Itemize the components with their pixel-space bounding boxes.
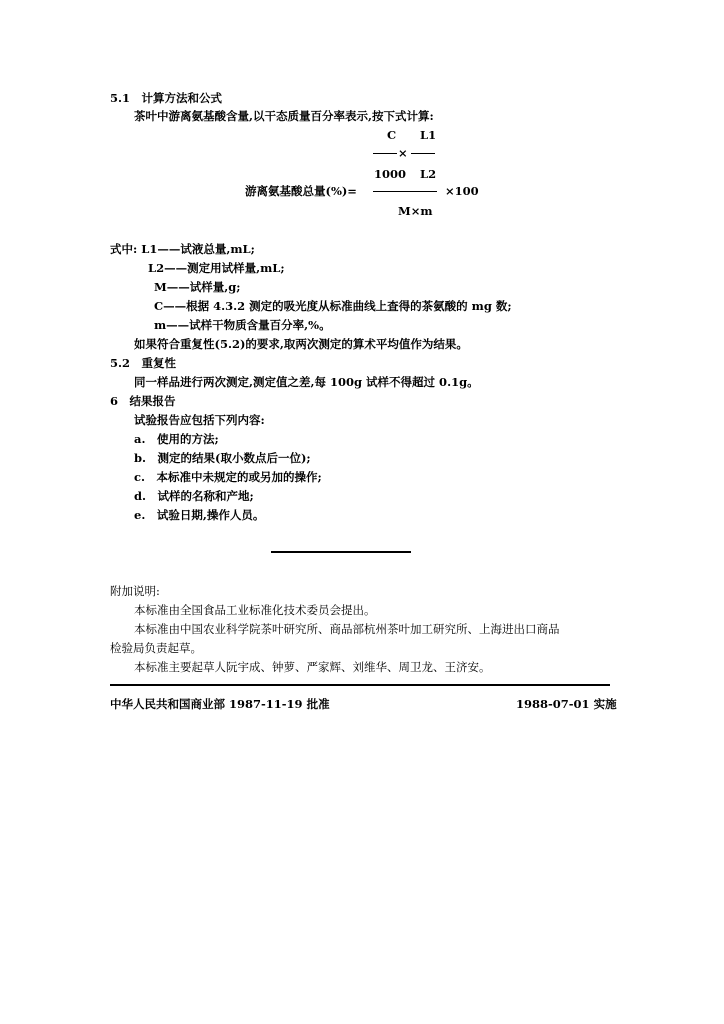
where-m-upper: M——试样量,g; xyxy=(154,280,241,294)
end-of-text-rule xyxy=(271,551,411,553)
where-l2: L2——测定用试样量,mL; xyxy=(148,261,285,275)
formula-inner-denominator-l2: L2 xyxy=(420,167,437,181)
appendix-paragraph: 本标准主要起草人阮宇成、钟萝、严家辉、刘维华、周卫龙、王济安。 xyxy=(134,660,491,674)
formula-main-fraction-bar xyxy=(373,191,437,192)
formula-inner-numerator-c: C xyxy=(387,128,397,142)
footer-effective-date: 1988-07-01 实施 xyxy=(516,697,617,711)
formula-inner-numerator-l1: L1 xyxy=(420,128,437,142)
formula-inner-fraction-bar-left xyxy=(373,153,397,154)
formula-lhs: 游离氨基酸总量(%)= xyxy=(245,184,357,198)
formula-inner-fraction-bar-right xyxy=(411,153,435,154)
appendix-paragraph: 本标准由全国食品工业标准化技术委员会提出。 xyxy=(134,603,376,617)
list-item: a. 使用的方法; xyxy=(134,432,219,446)
section-5-1-heading: 5.1 计算方法和公式 xyxy=(110,91,223,105)
list-item: e. 试验日期,操作人员。 xyxy=(134,508,265,522)
list-item: d. 试样的名称和产地; xyxy=(134,489,254,503)
section-6-intro: 试验报告应包括下列内容: xyxy=(134,413,265,427)
where-m-lower: m——试样干物质含量百分率,%。 xyxy=(154,318,331,332)
formula-inner-denominator-1000: 1000 xyxy=(374,167,407,181)
list-item: c. 本标准中未规定的或另加的操作; xyxy=(134,470,322,484)
appendix-paragraph: 本标准由中国农业科学院茶叶研究所、商品部杭州茶叶加工研究所、上海进出口商品 xyxy=(134,622,560,636)
section-5-2-text: 同一样品进行两次测定,测定值之差,每 100g 试样不得超过 0.1g。 xyxy=(134,375,479,389)
section-6-heading: 6 结果报告 xyxy=(110,394,176,408)
appendix-paragraph-continuation: 检验局负责起草。 xyxy=(110,641,202,655)
formula-inner-times: × xyxy=(398,146,408,160)
where-l1: 式中: L1——试液总量,mL; xyxy=(110,242,255,256)
footer-approval: 中华人民共和国商业部 1987-11-19 批准 xyxy=(110,697,330,711)
appendix-title: 附加说明: xyxy=(110,584,160,598)
list-item: b. 测定的结果(取小数点后一位); xyxy=(134,451,311,465)
where-c: C——根据 4.3.2 测定的吸光度从标准曲线上查得的茶氨酸的 mg 数; xyxy=(154,299,512,313)
formula-times-100: ×100 xyxy=(445,184,479,198)
section-5-1-intro: 茶叶中游离氨基酸含量,以干态质量百分率表示,按下式计算: xyxy=(134,109,434,123)
repeat-note: 如果符合重复性(5.2)的要求,取两次测定的算术平均值作为结果。 xyxy=(134,337,468,351)
section-5-2-heading: 5.2 重复性 xyxy=(110,356,177,370)
footer-rule xyxy=(110,684,610,686)
formula-denominator: M×m xyxy=(398,204,433,218)
